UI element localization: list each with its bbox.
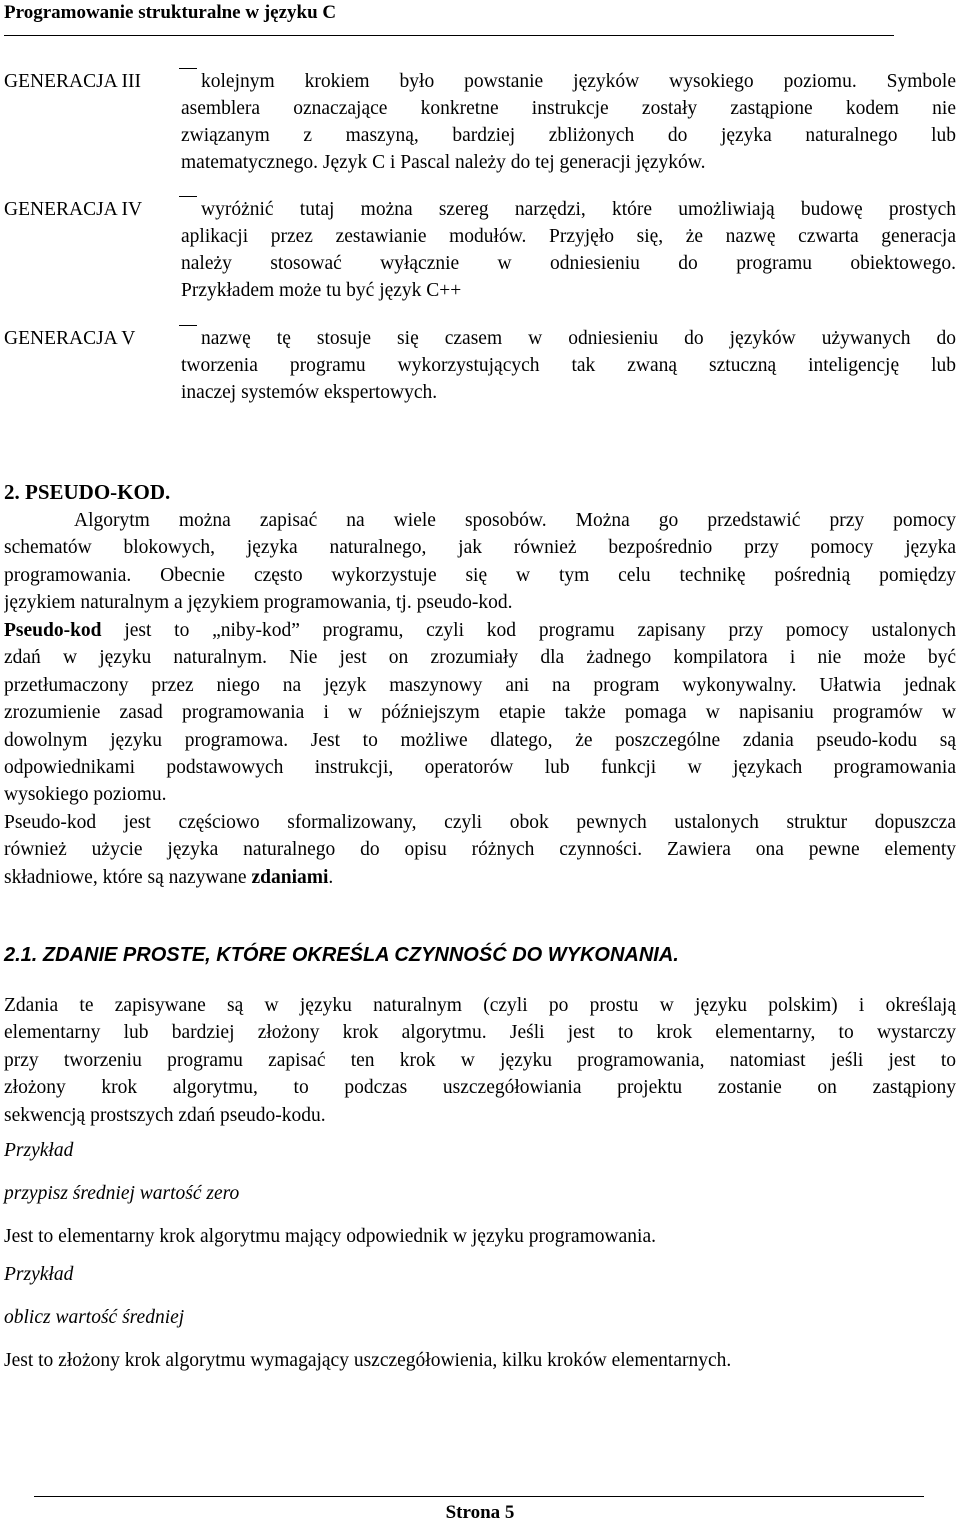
- text-segment: składniowe, które są nazywane: [4, 866, 252, 888]
- text-segment: .: [328, 866, 334, 888]
- generation-label: GENERACJA III: [4, 71, 142, 92]
- generation-text-line: związanym z maszyną, bardziej zbliżonych do języka naturalnego lub: [181, 125, 956, 146]
- generation-label: GENERACJA V: [4, 328, 136, 349]
- example-label: Przykład: [4, 1264, 74, 1285]
- text-line: schematów blokowych, języka naturalnego, jak również bezpośrednio przy pomocy języka: [4, 537, 956, 559]
- paragraph-pseudo-code-formalization: [4, 809, 956, 891]
- footer-rule: [34, 1496, 924, 1497]
- example-code: przypisz średniej wartość zero: [4, 1183, 240, 1204]
- text-line: [4, 864, 956, 891]
- generation-text-line: inaczej systemów ekspertowych.: [181, 382, 438, 403]
- page-number: Strona 5: [445, 1502, 515, 1523]
- text-line: wysokiego poziomu.: [4, 784, 167, 806]
- text-line: przy tworzeniu programu zapisać ten krok w języku programowania, natomiast jeśli jest to: [4, 1049, 956, 1071]
- text-line: elementarny lub bardziej złożony krok algorytmu. Jeśli jest to krok elementarny, to wystarczy: [4, 1022, 956, 1044]
- example-explanation: Jest to złożony krok algorytmu wymagający uszczegółowienia, kilku kroków elementarnych.: [4, 1350, 732, 1371]
- em-dash: [179, 68, 197, 95]
- generation-text-line: kolejnym krokiem było powstanie języków wysokiego poziomu. Symbole: [201, 71, 956, 92]
- text-line: zrozumienie zasad programowania i w późniejszym etapie także pomaga w napisaniu programów w: [4, 702, 956, 724]
- generation-text-line: aplikacji przez zestawianie modułów. Przyjęło się, że nazwę czwarta generacja: [181, 226, 956, 247]
- text-line: dowolnym języku programowa. Jest to możliwe dlatego, że poszczególne zdania pseudo-kodu są: [4, 729, 956, 751]
- header-rule: [4, 35, 894, 36]
- example-code: oblicz wartość średniej: [4, 1307, 185, 1328]
- text-line: również użycie języka naturalnego do opisu różnych czynności. Zawiera ona pewne elementy: [4, 839, 956, 861]
- generation-text-line: wyróżnić tutaj można szereg narzędzi, które umożliwiają budowę prostych: [201, 199, 956, 220]
- em-dash: [179, 196, 197, 223]
- text-line: programowania. Obecnie często wykorzystuje się w tym celu technikę pośrednią pomiędzy: [4, 564, 956, 586]
- generation-entry: [4, 68, 956, 176]
- text-line: odpowiednikami podstawowych instrukcji, operatorów lub funkcji w językach programowania: [4, 757, 956, 779]
- generation-text-line: Przykładem może tu być język C++: [181, 280, 462, 301]
- section-title: 2. PSEUDO-KOD.: [4, 480, 171, 504]
- generation-entry: [4, 196, 956, 304]
- text-line: [4, 617, 956, 644]
- generation-label: GENERACJA IV: [4, 199, 143, 220]
- subsection-title: 2.1. ZDANIE PROSTE, KTÓRE OKREŚLA CZYNNOŚĆ DO WYKONANIA.: [4, 944, 679, 966]
- generation-text-line: tworzenia programu wykorzystujących tak zwaną sztuczną inteligencję lub: [181, 355, 956, 376]
- paragraph-pseudo-code-definition: [4, 617, 956, 809]
- example-label: Przykład: [4, 1140, 74, 1161]
- generation-text-line: matematycznego. Język C i Pascal należy do tej generacji języków.: [181, 152, 706, 173]
- em-dash: [179, 325, 197, 352]
- paragraph-pseudo-code-intro: [4, 507, 956, 617]
- text-line: zdań w języku naturalnym. Nie jest on zrozumiały dla żadnego kompilatora i nie może być: [4, 647, 956, 669]
- text-line: złożony krok algorytmu, to podczas uszczegółowiania projektu zostanie on zastąpiony: [4, 1077, 956, 1099]
- generation-entry: [4, 325, 956, 406]
- text-line: Algorytm można zapisać na wiele sposobów. Można go przedstawić przy pomocy: [74, 510, 956, 531]
- term-statements: zdaniami: [251, 866, 329, 888]
- generation-text-line: należy stosować wyłącznie w odniesieniu do programu obiektowego.: [181, 253, 956, 274]
- example-explanation: Jest to elementarny krok algorytmu mający odpowiednik w języku programowania.: [4, 1226, 656, 1247]
- paragraph-simple-statement: [4, 992, 956, 1129]
- text-line: przetłumaczony przez niego na język maszynowy ani na program wykonywalny. Ułatwia jednak: [4, 674, 956, 696]
- text-line: sekwencją prostszych zdań pseudo-kodu.: [4, 1104, 326, 1126]
- text-line: językiem naturalnym a językiem programowania, tj. pseudo-kod.: [4, 592, 513, 614]
- text-line: Pseudo-kod jest częściowo sformalizowany, czyli obok pewnych ustalonych struktur dopuszcza: [4, 812, 956, 833]
- term-pseudo-code: Pseudo-kod: [4, 620, 102, 641]
- definition-text: jest to „niby-kod” programu, czyli kod programu zapisany przy pomocy ustalonych: [101, 620, 956, 641]
- generation-text-line: asemblera oznaczające konkretne instrukcje zostały zastąpione kodem nie: [181, 98, 956, 119]
- text-line: Zdania te zapisywane są w języku naturalnym (czyli po prostu w języku polskim) i określają: [4, 995, 956, 1016]
- running-header: Programowanie strukturalne w języku C: [4, 2, 337, 23]
- generation-text-line: nazwę tę stosuje się czasem w odniesieniu do języków używanych do: [201, 328, 956, 349]
